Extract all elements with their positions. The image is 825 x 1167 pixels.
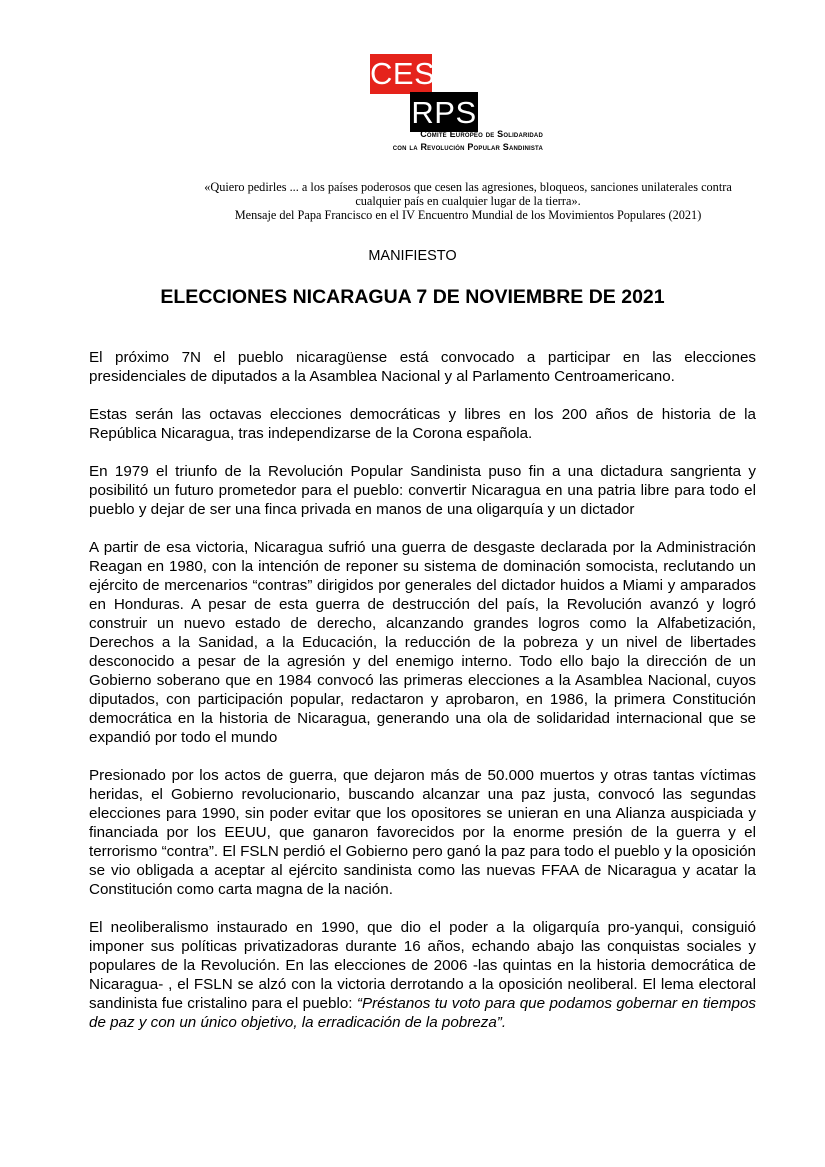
epigraph-quote (198, 180, 738, 222)
paragraph-6-text: El neoliberalismo instaurado en 1990, que dio el poder a la oligarquía pro-yanqui, consiguió imponer sus políticas privatizadoras durante 16 años, echando abajo las conquistas sociales y populares de la Revolución. En las elecciones de 2006 -las quintas en la historia democrática de Nicaragua- , el FSLN se alzó con la victoria derrotando a la oposición neoliberal. El lema electoral sandinista fue cristalino para el pueblo: (89, 919, 756, 1012)
logo-subtitle-line2: con la Revolución Popular Sandinista (392, 142, 543, 152)
electoral-slogan: “Préstanos tu voto para que podamos gobernar en tiempos de paz y con un único objetivo, la erradicación de la pobreza”. (89, 995, 756, 1031)
paragraph-1: El próximo 7N el pueblo nicaragüense está convocado a participar en las elecciones presidenciales de diputados a la Asamblea Nacional y al Parlamento Centroamericano. (89, 349, 756, 385)
logo-rps-block: RPS (410, 92, 478, 132)
paragraph-3: En 1979 el triunfo de la Revolución Popular Sandinista puso fin a una dictadura sangrienta y posibilitó un futuro prometedor para el pueblo: convertir Nicaragua en una patria libre para todo el pueblo y dejar de ser una finca privada en manos de una oligarquía y un dictador (89, 463, 756, 518)
paragraph-5: Presionado por los actos de guerra, que dejaron más de 50.000 muertos y otras tantas víctimas heridas, el Gobierno revolucionario, buscando alcanzar una paz justa, convocó las segundas elecciones para 1990, sin poder evitar que los opositores se unieran en una Alianza auspiciada y financiada por los EEUU, que ganaron favorecidos por la enorme presión de la guerra y el terrorismo “contra”. El FSLN perdió el Gobierno pero ganó la paz para todo el pueblo y la oposición se vio obligada a aceptar al ejército sandinista como las nuevas FFAA de Nicaragua y acatar la Constitución como carta magna de la nación. (89, 767, 756, 898)
logo-ces-block: CES (370, 54, 432, 94)
page-title: ELECCIONES NICARAGUA 7 DE NOVIEMBRE DE 2021 (160, 286, 665, 308)
quote-text: «Quiero pedirles ... a los países poderosos que cesen las agresiones, bloqueos, sanciones unilaterales contra cualquier país en cualquier lugar de la tierra». (204, 180, 732, 208)
logo-subtitle-line1: Comité Europeo de Solidaridad (420, 129, 543, 139)
body-text (89, 348, 756, 1051)
paragraph-6 (89, 918, 756, 1032)
manifest-label: MANIFIESTO (368, 248, 457, 264)
paragraph-2: Estas serán las octavas elecciones democráticas y libres en los 200 años de historia de la República Nicaragua, tras independizarse de la Corona española. (89, 406, 756, 442)
ces-rps-logo (370, 54, 543, 164)
paragraph-4: A partir de esa victoria, Nicaragua sufrió una guerra de desgaste declarada por la Administración Reagan en 1980, con la intención de reponer su sistema de dominación somocista, reclutando un ejército de mercenarios “contras” dirigidos por generales del dictador huidos a Miami y amparados en Honduras. A pesar de esta guerra de destrucción del país, la Revolución avanzó y logró construir un nuevo estado de derecho, alcanzando grandes logros como la Alfabetización, Derechos a la Sanidad, a la Educación, la reducción de la pobreza y un nivel de libertades desconocido a pesar de la agresión y del enemigo interno. Todo ello bajo la dirección de un Gobierno soberano que en 1984 convocó las primeras elecciones a la Asamblea Nacional, cuyos diputados, con participación popular, redactaron y aprobaron, en 1986, la primera Constitución democrática en la historia de Nicaragua, generando una ola de solidaridad internacional que se expandió por todo el mundo (89, 539, 756, 746)
quote-source: Mensaje del Papa Francisco en el IV Encuentro Mundial de los Movimientos Populares (2021) (234, 208, 702, 222)
